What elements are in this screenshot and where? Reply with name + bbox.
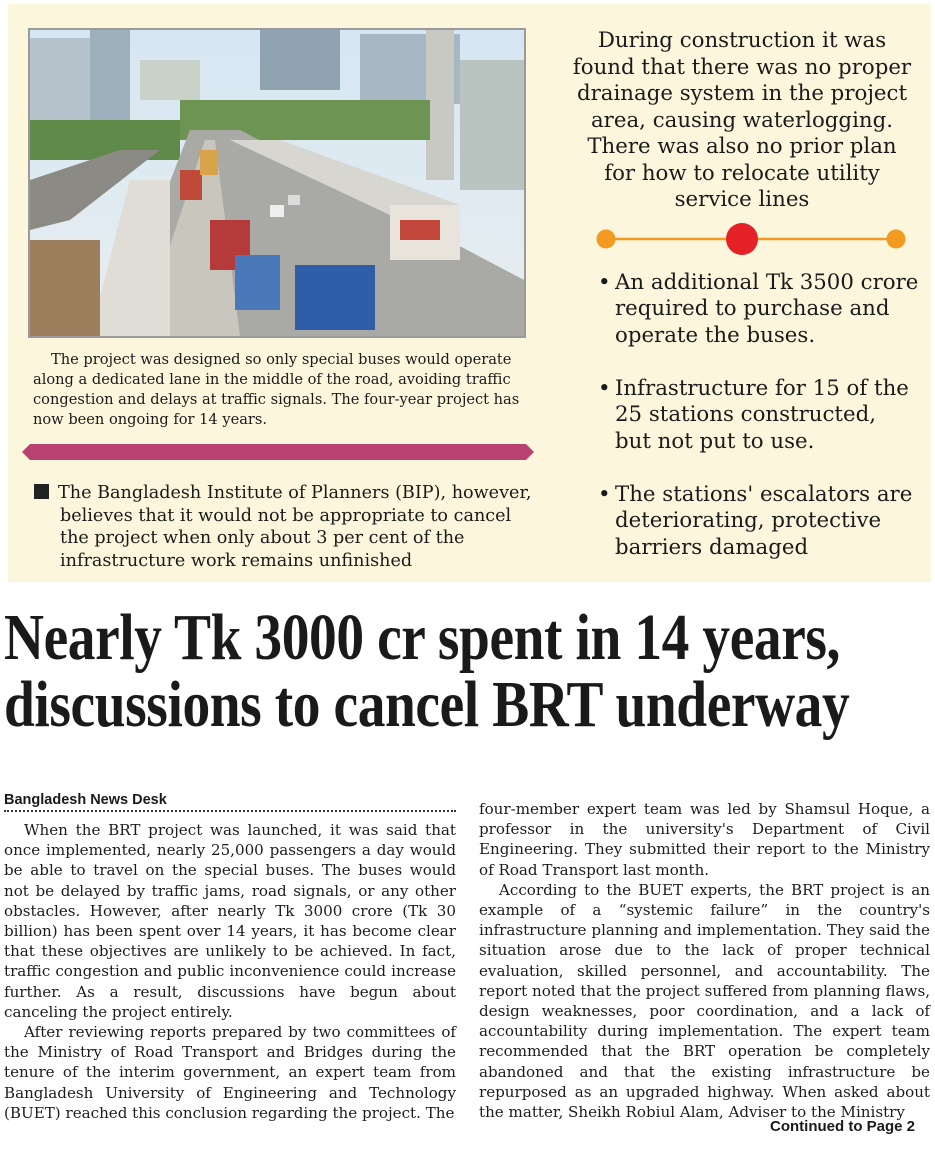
fact-line: but not put to use.: [615, 428, 815, 454]
fact-line: deteriorating, protective: [615, 508, 882, 534]
bip-note: [34, 482, 544, 572]
timeline-dot-right: [887, 230, 906, 249]
bullet-dot-icon: •: [598, 376, 611, 401]
photo-caption: The project was designed so only special buses would operate along a dedicated lane in the middle of the road, avoiding traffic congestion and delays at traffic signals. The four-year project has now been ongoing for 14 years.: [33, 351, 520, 428]
fact-line: 25 stations constructed,: [615, 402, 877, 428]
headline-line-1: Nearly Tk 3000 cr spent in 14 years,: [4, 601, 840, 674]
article-column-2: [479, 799, 930, 1122]
continued-link[interactable]: Continued to Page 2: [770, 1118, 916, 1135]
article-headline: [4, 601, 850, 741]
fact-line: The stations' escalators are: [615, 482, 913, 507]
headline-line-2: discussions to cancel BRT underway: [4, 668, 850, 741]
fact-line: An additional Tk 3500 crore: [615, 270, 919, 295]
bip-note-text: The Bangladesh Institute of Planners (BIP), however, believes that it would not be appropriate to cancel the project when only about 3 per cent of the infrastructure work remains unfinished: [58, 483, 532, 571]
fact-line: barriers damaged: [615, 534, 809, 560]
timeline-divider: [588, 222, 918, 256]
paragraph: four-member expert team was led by Shamsul Hoque, a professor in the university's Department of Civil Engineering. They submitted their report to the Ministry of Road Transport last month.: [479, 800, 930, 879]
fact-bullet-3: [598, 482, 928, 561]
fact-bullet-2: [598, 376, 928, 455]
fact-line: operate the buses.: [615, 322, 816, 348]
paragraph: After reviewing reports prepared by two committees of the Ministry of Road Transport and Bridges during the tenure of the interim government, an expert team from Bangladesh University of Engineering and Technology (BUET) reached this conclusion regarding the project. The: [4, 1023, 456, 1122]
fact-line: required to purchase and: [615, 296, 890, 322]
quote-line: During construction it was: [597, 28, 887, 53]
quote-line: area, causing waterlogging.: [590, 107, 893, 133]
bullet-dot-icon: •: [598, 482, 611, 507]
divider-ribbon: [22, 444, 534, 460]
quote-line: for how to relocate utility: [604, 160, 880, 186]
fact-bullet-1: [598, 270, 928, 349]
paragraph: When the BRT project was launched, it was said that once implemented, nearly 25,000 passengers a day would be able to travel on the special buses. The buses would not be delayed by traffic jams, road signals, or any other obstacles. However, after nearly Tk 3000 crore (Tk 30 billion) has been spent over 14 years, it has become clear that these objectives are unlikely to be achieved. In fact, traffic congestion and public inconvenience could increase further. As a result, discussions have begun about canceling the project entirely.: [4, 821, 456, 1021]
article-column-1: [4, 820, 456, 1123]
timeline-dot-left: [597, 230, 616, 249]
square-bullet-icon: [34, 484, 49, 499]
pull-quote: [552, 28, 932, 214]
brt-corridor-photo: [28, 28, 526, 338]
quote-line: There was also no prior plan: [587, 134, 897, 159]
quote-line: drainage system in the project: [576, 81, 908, 106]
paragraph: According to the BUET experts, the BRT project is an example of a “systemic failure” in the country's infrastructure planning and implementation. They said the situation arose due to the lack of proper technical evaluation, skilled personnel, and accountability. The report noted that the project suffered from planning flaws, design weaknesses, poor coordination, and a lack of accountability during implementation. The expert team recommended that the BRT operation be completely abandoned and that the existing infrastructure be repurposed as an upgraded highway. When asked about the matter, Sheikh Robiul Alam, Adviser to the Ministry: [479, 880, 930, 1122]
timeline-dot-center: [726, 223, 758, 255]
quote-line: found that there was no proper: [572, 54, 912, 80]
quote-line: service lines: [674, 187, 810, 212]
bullet-dot-icon: •: [598, 270, 611, 295]
byline: Bangladesh News Desk: [4, 792, 456, 812]
fact-line: Infrastructure for 15 of the: [615, 376, 909, 401]
